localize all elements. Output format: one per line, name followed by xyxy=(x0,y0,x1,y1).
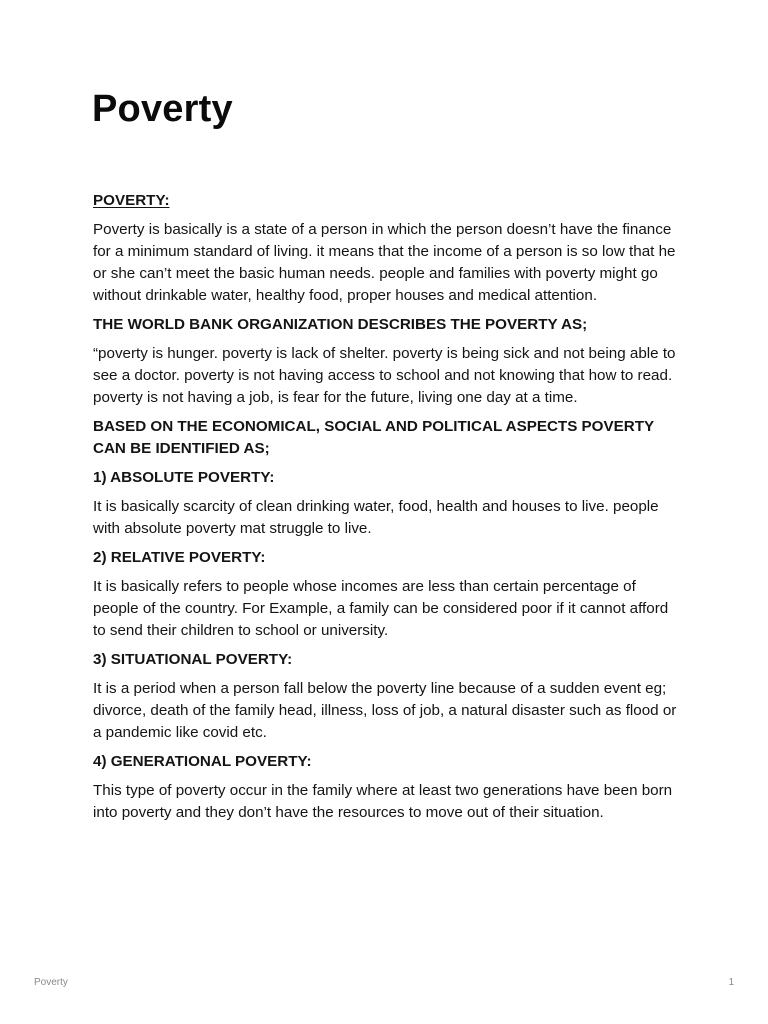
section-heading-absolute-poverty: 1) ABSOLUTE POVERTY: xyxy=(93,469,275,486)
paragraph-situational-poverty: It is a period when a person fall below the poverty line because of a sudden event eg; divorce, death of the family head, illness, loss of job, a natural disaster such as flood or a pandemic like covid etc. xyxy=(93,680,677,741)
paragraph-relative-poverty: It is basically refers to people whose incomes are less than certain percentage of people of the country. For Example, a family can be considered poor if it cannot afford to send their children to school or university. xyxy=(93,578,669,639)
section-heading-poverty: POVERTY: xyxy=(93,192,170,209)
page-title: Poverty xyxy=(92,88,233,130)
section-heading-generational-poverty: 4) GENERATIONAL POVERTY: xyxy=(93,753,312,770)
section-heading-world-bank: THE WORLD BANK ORGANIZATION DESCRIBES THE POVERTY AS; xyxy=(93,316,588,333)
document-body xyxy=(93,190,683,831)
paragraph-world-bank-quote: “poverty is hunger. poverty is lack of shelter. poverty is being sick and not being able to see a doctor. poverty is not having access to school and not knowing that how to read. poverty is not having a job, is fear for the future, living one day at a time. xyxy=(93,345,676,406)
section-heading-relative-poverty: 2) RELATIVE POVERTY: xyxy=(93,549,266,566)
footer-page-number: 1 xyxy=(728,977,734,988)
section-heading-aspects: BASED ON THE ECONOMICAL, SOCIAL AND POLITICAL ASPECTS POVERTY CAN BE IDENTIFIED AS; xyxy=(93,418,654,457)
paragraph-definition: Poverty is basically is a state of a person in which the person doesn’t have the finance for a minimum standard of living. it means that the income of a person is so low that he or she can’t meet the basic human needs. people and families with poverty might go without drinkable water, healthy food, proper houses and medical attention. xyxy=(93,221,676,304)
section-heading-situational-poverty: 3) SITUATIONAL POVERTY: xyxy=(93,651,293,668)
footer-document-name: Poverty xyxy=(34,977,68,988)
paragraph-generational-poverty: This type of poverty occur in the family where at least two generations have been born into poverty and they don’t have the resources to move out of their situation. xyxy=(93,782,673,821)
paragraph-absolute-poverty: It is basically scarcity of clean drinking water, food, health and houses to live. people with absolute poverty mat struggle to live. xyxy=(93,498,659,537)
